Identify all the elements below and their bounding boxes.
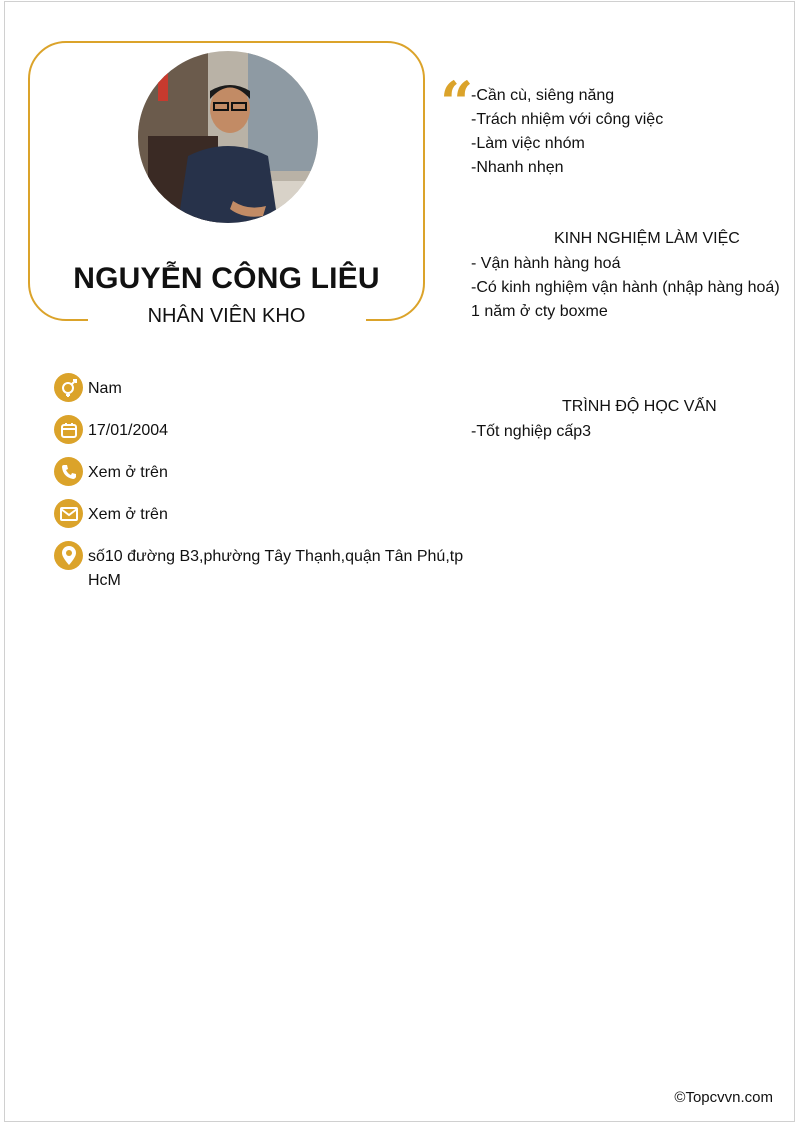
footer-credit: ©Topcvvn.com (674, 1089, 773, 1106)
phone-icon (54, 457, 83, 486)
job-title: NHÂN VIÊN KHO (147, 305, 306, 327)
quote-icon: “ (440, 69, 474, 137)
contact-row-phone (54, 461, 168, 486)
experience-item: 1 năm ở cty boxme (471, 303, 608, 320)
contact-row-email (54, 503, 168, 528)
objective-item: -Làm việc nhóm (471, 135, 585, 152)
calendar-icon (54, 415, 83, 444)
address-line-2: HcM (88, 572, 121, 589)
gender-icon (54, 373, 83, 402)
objective-item: -Trách nhiệm với công việc (471, 111, 664, 128)
contact-row-address (54, 545, 463, 593)
education-title: TRÌNH ĐỘ HỌC VẤN (562, 398, 717, 415)
email-value: Xem ở trên (88, 506, 168, 523)
education-list (471, 420, 591, 444)
mail-icon (54, 499, 83, 528)
education-item: -Tốt nghiệp cấp3 (471, 423, 592, 440)
contact-row-gender (54, 377, 122, 402)
objective-item: -Nhanh nhẹn (471, 159, 564, 176)
objective-item: -Cần cù, siêng năng (471, 87, 615, 104)
experience-item: - Vận hành hàng hoá (471, 255, 621, 272)
objectives-list (471, 84, 663, 180)
birthday-value: 17/01/2004 (88, 422, 169, 439)
gender-value: Nam (88, 380, 122, 397)
avatar-photo (138, 51, 318, 223)
address-line-1: số10 đường B3,phường Tây Thạnh,quận Tân Phú,tp (88, 548, 464, 565)
candidate-name: NGUYỄN CÔNG LIÊU (73, 262, 380, 295)
experience-list (471, 252, 780, 324)
experience-title: KINH NGHIỆM LÀM VIỆC (554, 230, 740, 247)
avatar (138, 51, 318, 223)
address-value (88, 545, 463, 593)
experience-item: -Có kinh nghiệm vận hành (nhập hàng hoá) (471, 279, 780, 296)
location-pin-icon (54, 541, 83, 570)
contact-row-birthday (54, 419, 168, 444)
phone-value: Xem ở trên (88, 464, 168, 481)
